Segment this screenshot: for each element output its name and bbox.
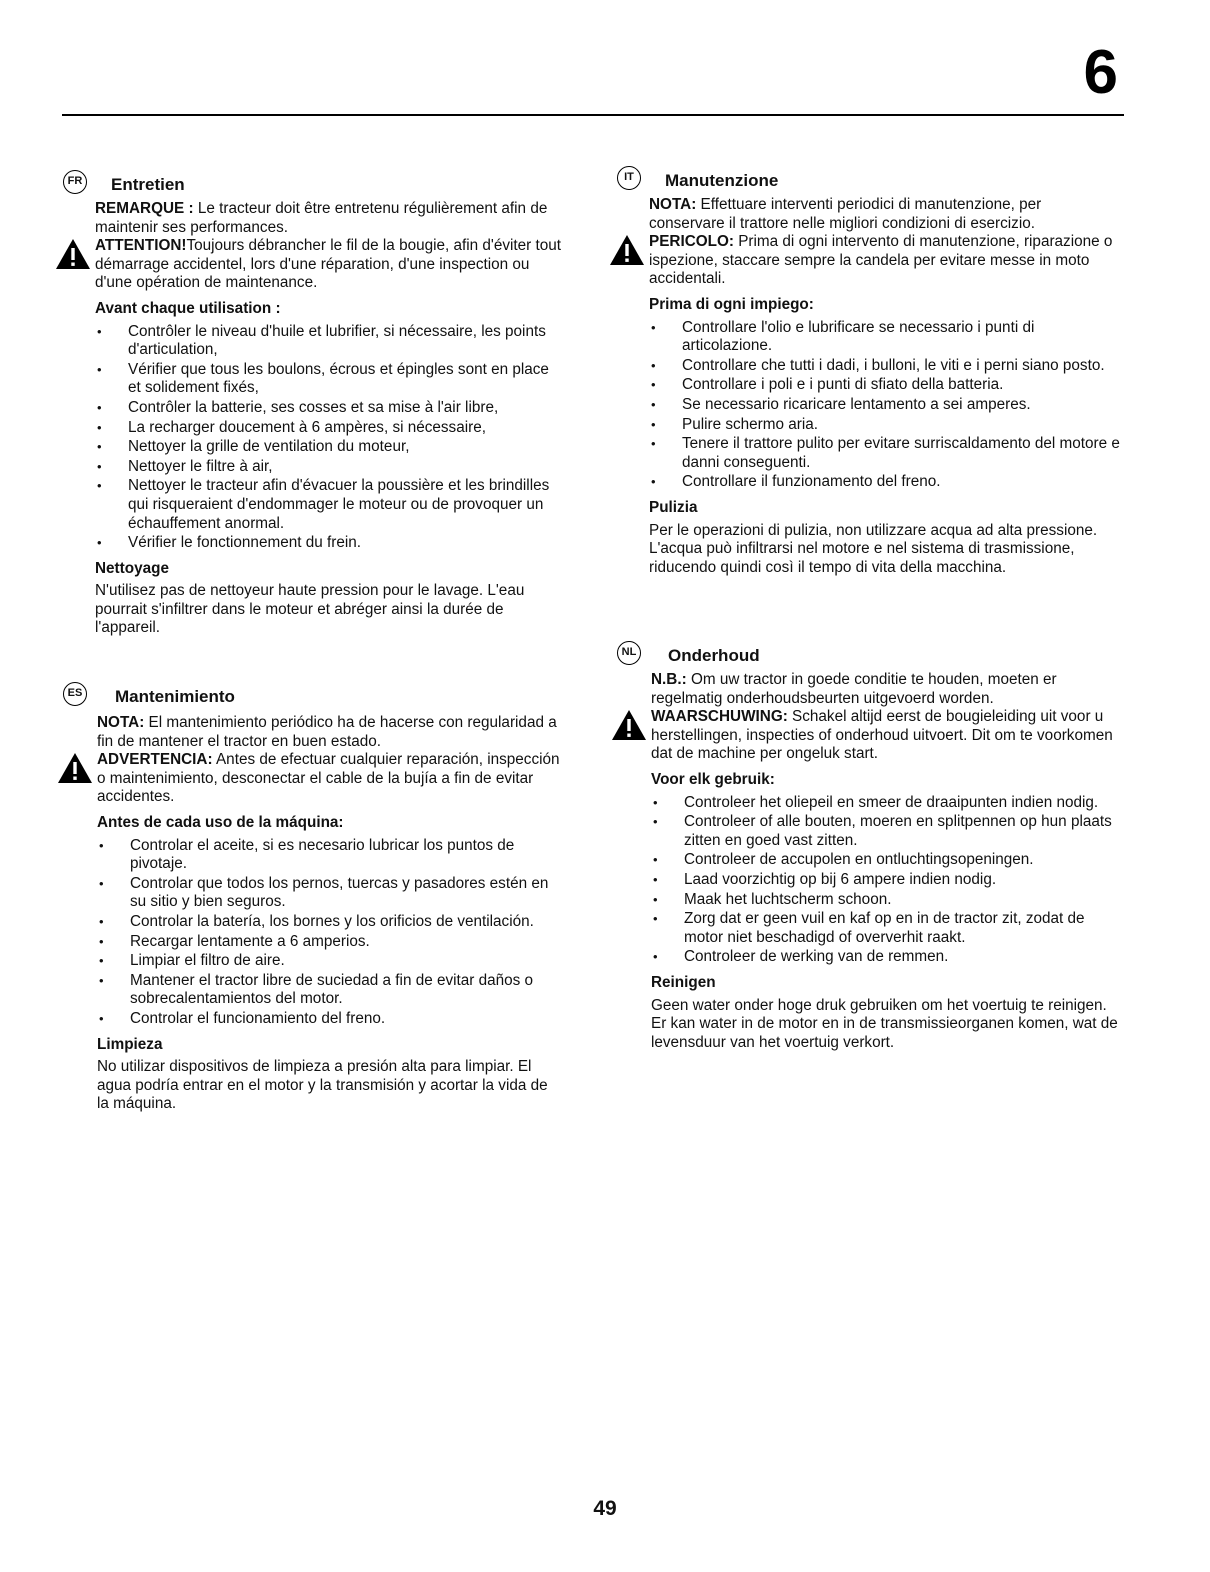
- warning-triangle-icon: [55, 238, 91, 270]
- checklist: [95, 323, 561, 553]
- section-header: [67, 686, 563, 712]
- subheading: Nettoyage: [95, 559, 169, 577]
- warning-keyword: PERICOLO:: [649, 233, 734, 251]
- language-badge-fr: FR: [63, 170, 87, 194]
- language-badge-es: ES: [63, 682, 87, 706]
- checklist: [649, 319, 1121, 492]
- paragraph: Geen water onder hoge druk gebruiken om het voertuig te reinigen. Er kan water in de motor en in de transmissieorganen komen, wat de levensduur van het voertuig verkort.: [651, 996, 1118, 1051]
- section-header: [621, 643, 1125, 669]
- checklist: [97, 837, 563, 1029]
- chapter-number: 6: [1083, 38, 1118, 107]
- note-text: Le tracteur doit être entretenu régulièrement afin de maintenir ses performances.: [95, 200, 548, 236]
- note-keyword: N.B.:: [651, 671, 687, 688]
- section-title: Mantenimiento: [115, 687, 235, 706]
- list-item: • Recargar lentamente a 6 amperios.: [97, 933, 563, 952]
- paragraph: N'utilisez pas de nettoyeur haute pression pour le lavage. L'eau pourrait s'infiltrer dans le moteur et abréger ainsi la durée de l'appareil.: [95, 582, 525, 637]
- section-title: Entretien: [111, 175, 185, 194]
- warning: [651, 708, 1125, 764]
- language-badge-nl: NL: [617, 641, 641, 665]
- section-header: [624, 168, 1121, 194]
- paragraph: No utilizar dispositivos de limpieza a presión alta para limpiar. El agua podría entrar en el motor y la transmisión y acortar la vida de la máquina.: [97, 1058, 548, 1113]
- language-badge-it: IT: [617, 166, 641, 190]
- warning-triangle-icon: [609, 234, 645, 266]
- subheading: Prima di ogni impiego:: [649, 295, 814, 313]
- note-keyword: REMARQUE :: [95, 200, 194, 217]
- list-item: • Controllare l'olio e lubrificare se necessario i punti di articolazione.: [649, 319, 1121, 356]
- warning: [95, 237, 561, 293]
- list-item: • Controleer het oliepeil en smeer de draaipunten indien nodig.: [651, 794, 1125, 813]
- list-item: • Controleer de werking van de remmen.: [651, 948, 1125, 967]
- section-fr: [67, 172, 562, 638]
- list-item: • Nettoyer la grille de ventilation du moteur,: [95, 438, 561, 457]
- list-item: • Tenere il trattore pulito per evitare surriscaldamento del motore e danni conseguenti.: [649, 435, 1121, 472]
- note: [97, 714, 563, 751]
- section-nl: [621, 643, 1125, 1052]
- list-item: • Controlar que todos los pernos, tuercas y pasadores estén en su sitio y bien seguros.: [97, 875, 563, 912]
- subheading: Avant chaque utilisation :: [95, 299, 281, 317]
- header-rule: [62, 114, 1124, 116]
- list-item: • Maak het luchtscherm schoon.: [651, 891, 1125, 910]
- note-keyword: NOTA:: [649, 196, 697, 213]
- list-item: • Controllare che tutti i dadi, i bulloni, le viti e i perni siano posto.: [649, 357, 1121, 376]
- warning-text: Schakel altijd eerst de bougieleiding uit voor u herstellingen, inspecties of onderhoud uitvoert. Dit om te voorkomen dat de machine per ongeluk start.: [651, 708, 1113, 763]
- list-item: • Zorg dat er geen vuil en kaf op en in de tractor zit, zodat de motor niet beschadigd of oververhit raakt.: [651, 910, 1125, 947]
- warning-keyword: WAARSCHUWING:: [651, 708, 788, 726]
- list-item: • Controllare il funzionamento del freno.: [649, 473, 1121, 492]
- list-item: • Nettoyer le filtre à air,: [95, 458, 561, 477]
- subheading: Pulizia: [649, 498, 698, 516]
- list-item: • La recharger doucement à 6 ampères, si nécessaire,: [95, 419, 561, 438]
- list-item: • Contrôler la batterie, ses cosses et sa mise à l'air libre,: [95, 399, 561, 418]
- list-item: • Se necessario ricaricare lentamento a sei amperes.: [649, 396, 1121, 415]
- warning: [649, 233, 1121, 289]
- list-item: • Controlar el funcionamiento del freno.: [97, 1010, 563, 1029]
- subheading: Reinigen: [651, 973, 716, 991]
- warning-text: Antes de efectuar cualquier reparación, inspección o maintenimiento, desconectar el cable de la bujía a fin de evitar accidentes.: [97, 751, 560, 806]
- warning-keyword: ADVERTENCIA:: [97, 751, 213, 769]
- note-text: El mantenimiento periódico ha de hacerse con regularidad a fin de mantener el tractor en buen estado.: [97, 714, 557, 750]
- section-es: [67, 686, 563, 1114]
- list-item: • Limpiar el filtro de aire.: [97, 952, 563, 971]
- warning-text: Prima di ogni intervento di manutenzione, riparazione o ispezione, staccare sempre la candela per evitare messe in moto accidentali.: [649, 233, 1113, 288]
- section-title: Manutenzione: [665, 171, 779, 190]
- note: [649, 196, 1121, 233]
- list-item: • Controlar el aceite, si es necesario lubricar los puntos de pivotaje.: [97, 837, 563, 874]
- note-keyword: NOTA:: [97, 714, 145, 731]
- list-item: • Mantener el tractor libre de suciedad a fin de evitar daños o sobrecalentamientos del motor.: [97, 972, 563, 1009]
- list-item: • Vérifier que tous les boulons, écrous et épingles sont en place et solidement fixés,: [95, 361, 561, 398]
- list-item: • Controlar la batería, los bornes y los orificios de ventilación.: [97, 913, 563, 932]
- subheading: Voor elk gebruik:: [651, 770, 775, 788]
- section-title: Onderhoud: [668, 646, 760, 665]
- warning-triangle-icon: [611, 709, 647, 741]
- list-item: • Pulire schermo aria.: [649, 416, 1121, 435]
- subheading: Limpieza: [97, 1035, 163, 1053]
- warning-text: Toujours débrancher le fil de la bougie, afin d'éviter tout démarrage accidentel, lors d'une réparation, d'une inspection ou d'une opération de maintenance.: [95, 237, 562, 292]
- section-it: [624, 168, 1121, 577]
- warning-triangle-icon: [57, 752, 93, 784]
- page-number: 49: [593, 1497, 617, 1520]
- list-item: • Contrôler le niveau d'huile et lubrifier, si nécessaire, les points d'articulation,: [95, 323, 561, 360]
- list-item: • Vérifier le fonctionnement du frein.: [95, 534, 561, 553]
- note-text: Effettuare interventi periodici di manutenzione, per conservare il trattore nelle migliori condizioni di esercizio.: [649, 196, 1042, 232]
- list-item: • Laad voorzichtig op bij 6 ampere indien nodig.: [651, 871, 1125, 890]
- list-item: • Controleer of alle bouten, moeren en splitpennen op hun plaats zitten en goed vast zitten.: [651, 813, 1125, 850]
- note: [95, 200, 561, 237]
- list-item: • Controllare i poli e i punti di sfiato della batteria.: [649, 376, 1121, 395]
- warning: [97, 751, 563, 807]
- warning-keyword: ATTENTION!: [95, 237, 187, 255]
- paragraph: Per le operazioni di pulizia, non utilizzare acqua ad alta pressione. L'acqua può infiltrarsi nel motore e nel sistema di trasmissione, riducendo quindi così il tempo di vita della macchina.: [649, 521, 1098, 576]
- list-item: • Nettoyer le tracteur afin d'évacuer la poussière et les brindilles qui risqueraient d'endommager le moteur ou de provoquer un échauffement anormal.: [95, 477, 561, 533]
- section-header: [67, 172, 561, 198]
- note-text: Om uw tractor in goede conditie te houden, moeten er regelmatig onderhoudsbeurten uitgevoerd worden.: [651, 671, 1057, 707]
- list-item: • Controleer de accupolen en ontluchtingsopeningen.: [651, 851, 1125, 870]
- subheading: Antes de cada uso de la máquina:: [97, 813, 344, 831]
- checklist: [651, 794, 1125, 967]
- note: [651, 671, 1125, 708]
